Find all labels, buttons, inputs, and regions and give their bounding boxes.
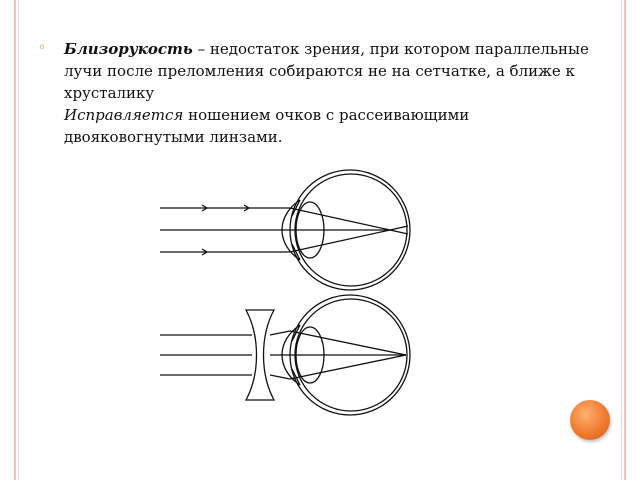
correction-paragraph: [64, 104, 598, 148]
definition-paragraph: [64, 38, 598, 104]
refracted-ray-bottom: [290, 230, 390, 252]
refracted-ray-top: [290, 331, 406, 355]
term-text: Близорукость: [64, 40, 193, 58]
definition-text: – недостаток зрения, при котором параллельные лучи после преломления собираются не на сетчатке, а ближе к хрусталику: [64, 40, 589, 102]
myopia-diagram: [150, 160, 420, 420]
bullet-icon: ◦: [38, 40, 47, 56]
diverge-bottom: [390, 226, 408, 230]
correction-lead-text: Исправляется: [64, 106, 184, 124]
diverged-ray-bottom: [270, 375, 290, 379]
bullet-block: [38, 38, 598, 148]
diverged-ray-top: [270, 331, 290, 335]
eye-uncorrected: [160, 170, 410, 290]
correction-text: ношением очков с рассеивающими двояковогнутыми линзами.: [64, 106, 470, 146]
refracted-ray-top: [290, 208, 390, 230]
diverge-top: [390, 230, 408, 234]
eye-corrected: [160, 295, 410, 415]
refracted-ray-bottom: [290, 355, 406, 379]
decorative-orange-circle: [570, 400, 610, 440]
